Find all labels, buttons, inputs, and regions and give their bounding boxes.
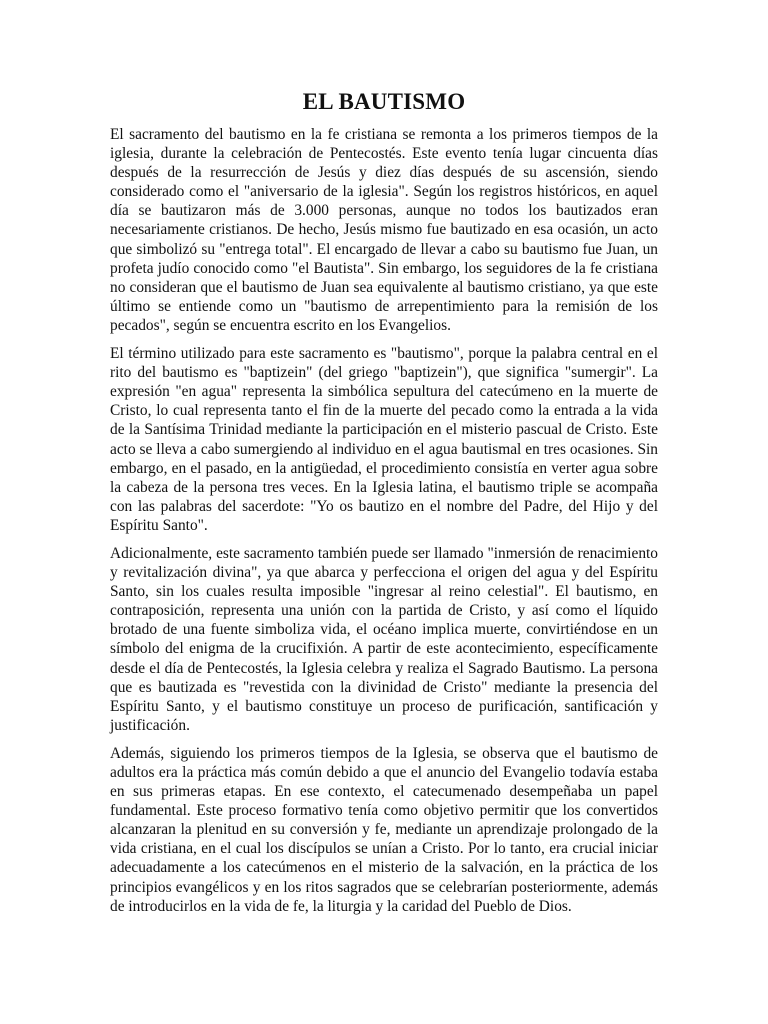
document-title: EL BAUTISMO <box>302 89 466 114</box>
paragraph-3: Adicionalmente, este sacramento también puede ser llamado "inmersión de renacimiento y revitalización divina", ya que abarca y perfecciona el origen del agua y del Espíritu Santo, sin los cuales resulta imposible "ingresar al reino celestial". El bautismo, en contraposición, representa una unión con la partida de Cristo, y así como el líquido brotado de una fuente simboliza vida, el océano implica muerte, convirtiéndose en un símbolo del enigma de la crucifixión. A partir de este acontecimiento, específicamente desde el día de Pentecostés, la Iglesia celebra y realiza el Sagrado Bautismo. La persona que es bautizada es "revestida con la divinidad de Cristo" mediante la presencia del Espíritu Santo, y el bautismo constituye un proceso de purificación, santificación y justificación. <box>110 544 658 734</box>
document-page <box>110 88 658 925</box>
paragraph-2: El término utilizado para este sacramento es "bautismo", porque la palabra central en el rito del bautismo es "baptizein" (del griego "baptizein"), que significa "sumergir". La expresión "en agua" representa la simbólica sepultura del catecúmeno en la muerte de Cristo, lo cual representa tanto el fin de la muerte del pecado como la entrada a la vida de la Santísima Trinidad mediante la participación en el misterio pascual de Cristo. Este acto se lleva a cabo sumergiendo al individuo en el agua bautismal en tres ocasiones. Sin embargo, en el pasado, en la antigüedad, el procedimiento consistía en verter agua sobre la cabeza de la persona tres veces. En la Iglesia latina, el bautismo triple se acompaña con las palabras del sacerdote: "Yo os bautizo en el nombre del Padre, del Hijo y del Espíritu Santo". <box>110 345 658 534</box>
paragraph-1: El sacramento del bautismo en la fe cristiana se remonta a los primeros tiempos de la iglesia, durante la celebración de Pentecostés. Este evento tenía lugar cincuenta días después de la resurrección de Jesús y diez días después de su ascensión, siendo considerado como el "aniversario de la iglesia". Según los registros históricos, en aquel día se bautizaron más de 3.000 personas, aunque no todos los bautizados eran necesariamente cristianos. De hecho, Jesús mismo fue bautizado en esa ocasión, un acto que simbolizó su "entrega total". El encargado de llevar a cabo su bautismo fue Juan, un profeta judío conocido como "el Bautista". Sin embargo, los seguidores de la fe cristiana no consideran que el bautismo de Juan sea equivalente al bautismo cristiano, ya que este último se entiende como un "bautismo de arrepentimiento para la remisión de los pecados", según se encuentra escrito en los Evangelios. <box>110 126 658 334</box>
paragraph-4: Además, siguiendo los primeros tiempos de la Iglesia, se observa que el bautismo de adultos era la práctica más común debido a que el anuncio del Evangelio todavía estaba en sus primeras etapas. En ese contexto, el catecumenado desempeñaba un papel fundamental. Este proceso formativo tenía como objetivo permitir que los convertidos alcanzaran la plenitud en su conversión y fe, mediante un aprendizaje prolongado de la vida cristiana, en el cual los discípulos se unían a Cristo. Por lo tanto, era crucial iniciar adecuadamente a los catecúmenos en el misterio de la salvación, en la práctica de los principios evangélicos y en los ritos sagrados que se celebrarían posteriormente, además de introducirlos en la vida de fe, la liturgia y la caridad del Pueblo de Dios. <box>110 744 658 915</box>
